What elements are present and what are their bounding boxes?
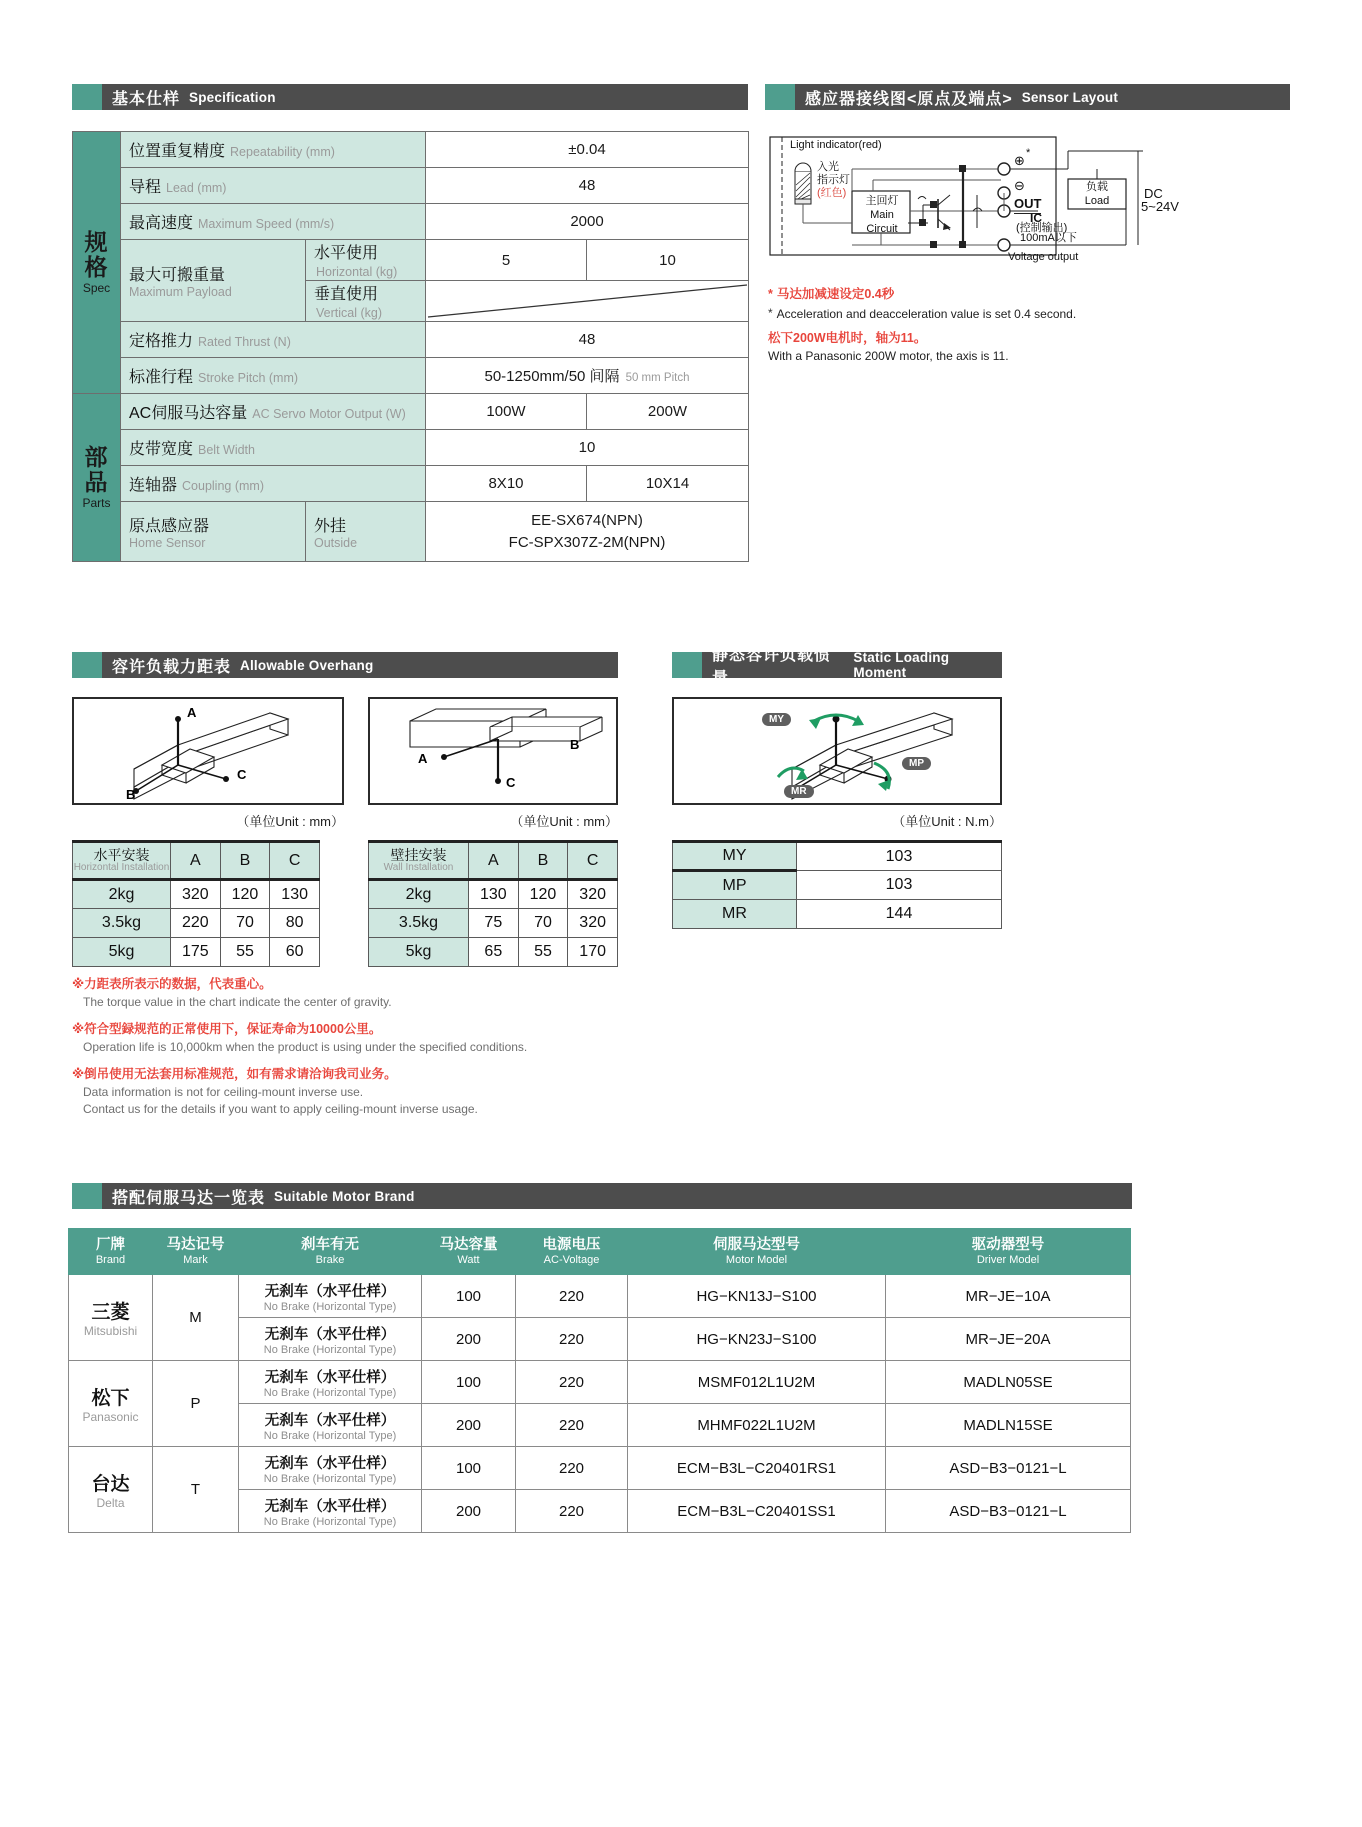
row-label-35kg: 3.5kg (369, 909, 469, 938)
brake-type: 无刹车（水平仕样） No Brake (Horizontal Type) (239, 1318, 422, 1361)
driver-model-value: ASD−B3−0121−L (886, 1447, 1131, 1490)
motor-brand-title-cn: 搭配伺服马达一览表 (112, 1189, 266, 1207)
value-horizontal-100w: 5 (426, 240, 587, 281)
overhang-header (72, 652, 618, 678)
column-header-brand: 厂牌 Brand (69, 1229, 153, 1275)
light-indicator-label: Light indicator(red) (790, 139, 882, 151)
motor-model-value: MHMF022L1U2M (628, 1404, 886, 1447)
table-row (73, 204, 749, 240)
column-header-c: C (568, 842, 618, 880)
table-row (73, 394, 749, 430)
voltage-value: 220 (516, 1447, 628, 1490)
value-belt: 10 (426, 430, 749, 466)
table-row (369, 880, 618, 909)
table-row (673, 871, 1002, 900)
row-label-outside: 外挂 Outside (306, 502, 426, 562)
row-label-35kg: 3.5kg (73, 909, 171, 938)
sensor-circuit-diagram (768, 133, 1179, 268)
header-swatch (72, 84, 102, 110)
sensor-layout-title-cn: 感应器接线图<原点及端点> (805, 90, 1013, 108)
row-label-belt: 皮带宽度 Belt Width (121, 430, 426, 466)
column-header-voltage: 电源电压 AC-Voltage (516, 1229, 628, 1275)
cell-35kg-c: 320 (568, 909, 618, 938)
header-swatch (765, 84, 795, 110)
header-swatch (672, 652, 702, 678)
diagonal-strike-icon (426, 283, 748, 319)
moment-label-mr: MR (784, 785, 814, 798)
row-label-repeatability: 位置重复精度 Repeatability (mm) (121, 132, 426, 168)
driver-model-value: MADLN05SE (886, 1361, 1131, 1404)
column-header-watt: 马达容量 Watt (422, 1229, 516, 1275)
cell-2kg-b: 120 (518, 880, 568, 909)
terminal-plus-icon: ⊕ (1014, 153, 1025, 168)
overhang-title-en: Allowable Overhang (240, 657, 374, 673)
overhang-wall-table-wrap (368, 840, 618, 967)
brake-type: 无刹车（水平仕样） No Brake (Horizontal Type) (239, 1275, 422, 1318)
row-label-thrust: 定格推力 Rated Thrust (N) (121, 322, 426, 358)
table-row (73, 358, 749, 394)
value-thrust: 48 (426, 322, 749, 358)
overhang-wall-table (368, 840, 618, 967)
motor-model-value: ECM−B3L−C20401SS1 (628, 1490, 886, 1533)
light-cn-label: 入光 指示灯 (红色) (817, 161, 850, 200)
brand-panasonic: 松下 Panasonic (69, 1361, 153, 1447)
voltage-value: 220 (516, 1361, 628, 1404)
motor-brand-title-en: Suitable Motor Brand (274, 1188, 415, 1204)
header-bar (102, 1183, 1132, 1209)
moment-value-mp: 103 (797, 871, 1002, 900)
sensor-note-2-en: With a Panasonic 200W motor, the axis is 11. (768, 348, 1009, 363)
motor-model-value: HG−KN23J−S100 (628, 1318, 886, 1361)
terminal-minus-icon: ⊖ (1014, 178, 1025, 193)
overhang-title-cn: 容许负载力距表 (112, 658, 232, 676)
header-swatch (72, 1183, 102, 1209)
column-header-brake: 刹车有无 Brake (239, 1229, 422, 1275)
column-header-a: A (469, 842, 519, 880)
specification-table (72, 131, 749, 562)
value-motor-output-100w: 100W (426, 394, 587, 430)
value-lead: 48 (426, 168, 749, 204)
brand-delta: 台达 Delta (69, 1447, 153, 1533)
row-label-coupling: 连轴器 Coupling (mm) (121, 466, 426, 502)
group-label-parts (73, 394, 121, 562)
overhang-label-a: A (187, 705, 197, 720)
brake-type: 无刹车（水平仕样） No Brake (Horizontal Type) (239, 1361, 422, 1404)
group-label-spec (73, 132, 121, 394)
table-row (73, 168, 749, 204)
out-label: OUT (1014, 196, 1041, 214)
terminal-star-icon: * (1026, 147, 1031, 159)
brake-type: 无刹车（水平仕样） No Brake (Horizontal Type) (239, 1404, 422, 1447)
moment-table-wrap (672, 840, 1002, 929)
motor-brand-header (72, 1183, 1132, 1209)
voltage-value: 220 (516, 1318, 628, 1361)
overhang-label-b: B (570, 737, 580, 752)
motor-brand-table-wrap (68, 1228, 1131, 1533)
table-row (73, 909, 320, 938)
motor-brand-section (72, 1183, 1132, 1209)
moment-label-mp: MP (902, 757, 931, 770)
motor-model-value: MSMF012L1U2M (628, 1361, 886, 1404)
driver-model-value: MR−JE−20A (886, 1318, 1131, 1361)
row-label-stroke: 标准行程 Stroke Pitch (mm) (121, 358, 426, 394)
moment-table (672, 840, 1002, 929)
row-label-2kg: 2kg (369, 880, 469, 909)
table-row (73, 240, 749, 281)
table-row (73, 938, 320, 967)
brand-mitsubishi: 三菱 Mitsubishi (69, 1275, 153, 1361)
column-header-b: B (220, 842, 270, 880)
table-row (673, 842, 1002, 871)
voltage-value: 220 (516, 1275, 628, 1318)
moment-row-label-mp: MP (673, 871, 797, 900)
value-stroke: 50-1250mm/50 间隔 50 mm Pitch (426, 358, 749, 394)
control-output-ma-label: 100mA以下 (1020, 232, 1077, 244)
driver-model-value: MADLN15SE (886, 1404, 1131, 1447)
cell-35kg-b: 70 (518, 909, 568, 938)
note-item: ※力距表所表示的数据，代表重心。 The torque value in the chart indicate the center of gravity. (72, 977, 392, 1009)
group-label-spec-en: Spec (82, 280, 111, 295)
voltage-output-label: Voltage output (1008, 251, 1079, 263)
cell-5kg-b: 55 (518, 938, 568, 967)
cell-35kg-c: 80 (270, 909, 320, 938)
table-row (69, 1361, 1131, 1404)
voltage-value: 220 (516, 1490, 628, 1533)
voltage-value: 220 (516, 1404, 628, 1447)
table-row (73, 430, 749, 466)
cell-5kg-a: 65 (469, 938, 519, 967)
value-sensor-models: EE-SX674(NPN) FC-SPX307Z-2M(NPN) (426, 502, 749, 562)
row-label-motor-output: AC伺服马达容量 AC Servo Motor Output (W) (121, 394, 426, 430)
group-label-parts-cn: 部品 (84, 444, 109, 495)
watt-value: 200 (422, 1318, 516, 1361)
value-motor-output-200w: 200W (587, 394, 749, 430)
column-header-mark: 马达记号 Mark (153, 1229, 239, 1275)
motor-model-value: HG−KN13J−S100 (628, 1275, 886, 1318)
cell-5kg-b: 55 (220, 938, 270, 967)
group-label-parts-en: Parts (82, 495, 111, 510)
value-coupling-200w: 10X14 (587, 466, 749, 502)
moment-title-cn: 静态容许负载惯量 (712, 647, 832, 687)
value-horizontal-200w: 10 (587, 240, 749, 281)
moment-value-my: 103 (797, 842, 1002, 871)
value-max-speed: 2000 (426, 204, 749, 240)
brake-type: 无刹车（水平仕样） No Brake (Horizontal Type) (239, 1490, 422, 1533)
table-row (73, 502, 749, 562)
column-header-driver-model: 驱动器型号 Driver Model (886, 1229, 1131, 1275)
moment-row-label-mr: MR (673, 900, 797, 929)
header-swatch (72, 652, 102, 678)
load-label: 负载 Load (1084, 181, 1110, 207)
specification-title-cn: 基本仕样 (112, 90, 181, 108)
driver-model-value: MR−JE−10A (886, 1275, 1131, 1318)
table-row (69, 1275, 1131, 1318)
notes-block (72, 975, 692, 1119)
header-bar (102, 652, 618, 678)
motor-brand-table (68, 1228, 1131, 1533)
row-label-5kg: 5kg (73, 938, 171, 967)
specification-table-wrap (72, 131, 748, 562)
watt-value: 100 (422, 1361, 516, 1404)
mark-delta: T (153, 1447, 239, 1533)
sensor-notes (768, 285, 1188, 365)
specification-title-en: Specification (189, 89, 276, 105)
moment-header (672, 647, 1002, 687)
watt-value: 100 (422, 1447, 516, 1490)
actuator-3d-moment-svg (674, 699, 1000, 803)
table-row (73, 466, 749, 502)
overhang-wall-unit: （单位Unit : mm） (510, 814, 618, 829)
horizontal-install-header: 水平安装 Horizontal Installation (73, 842, 171, 880)
row-label-horizontal: 水平使用Horizontal (kg) (306, 240, 426, 281)
row-label-home-sensor: 原点感应器 Home Sensor (121, 502, 306, 562)
overhang-label-a: A (418, 751, 428, 766)
overhang-label-c: C (237, 767, 247, 782)
overhang-wall-diagram (368, 697, 618, 805)
cell-2kg-a: 320 (171, 880, 221, 909)
note-asterisk: * (768, 287, 773, 301)
moment-diagram (672, 697, 1002, 805)
column-header-c: C (270, 842, 320, 880)
control-output-label: (控制输出) (1016, 222, 1068, 234)
sensor-layout-header (765, 84, 1290, 110)
mark-mitsubishi: M (153, 1275, 239, 1361)
watt-value: 100 (422, 1275, 516, 1318)
cell-5kg-a: 175 (171, 938, 221, 967)
cell-5kg-c: 60 (270, 938, 320, 967)
cell-35kg-b: 70 (220, 909, 270, 938)
row-label-payload: 最大可搬重量 Maximum Payload (121, 240, 306, 322)
sensor-note-1: * 马达加减速设定0.4秒 (768, 285, 1188, 304)
sensor-note-2: 松下200W电机时，轴为11。 (768, 331, 927, 346)
value-vertical-na (426, 281, 749, 322)
header-bar (795, 84, 1290, 110)
motor-model-value: ECM−B3L−C20401RS1 (628, 1447, 886, 1490)
note-item: ※倒吊使用无法套用标准规范，如有需求请洽询我司业务。 Data information is not for ceiling-mount inverse use. Contact us for the details if you want to apply ceiling-mount inverse usage. (72, 1067, 478, 1117)
moment-title-en: Static Loading Moment (853, 650, 950, 680)
row-label-5kg: 5kg (369, 938, 469, 967)
table-row (673, 900, 1002, 929)
row-label-vertical: 垂直使用Vertical (kg) (306, 281, 426, 322)
row-label-lead: 导程 Lead (mm) (121, 168, 426, 204)
cell-2kg-a: 130 (469, 880, 519, 909)
driver-model-value: ASD−B3−0121−L (886, 1490, 1131, 1533)
moment-section (672, 647, 1002, 687)
table-row (369, 909, 618, 938)
sensor-layout-section (765, 84, 1290, 110)
sensor-layout-title-en: Sensor Layout (1021, 89, 1119, 105)
cell-2kg-b: 120 (220, 880, 270, 909)
overhang-label-c: C (506, 775, 516, 790)
row-label-2kg: 2kg (73, 880, 171, 909)
specification-header (72, 84, 748, 110)
note-asterisk: * (768, 305, 773, 320)
moment-value-mr: 144 (797, 900, 1002, 929)
moment-row-label-my: MY (673, 842, 797, 871)
cell-35kg-a: 220 (171, 909, 221, 938)
overhang-horizontal-table (72, 840, 320, 967)
moment-unit: （单位Unit : N.m） (892, 814, 1002, 829)
overhang-horizontal-diagram (72, 697, 344, 805)
moment-label-my: MY (762, 713, 791, 726)
overhang-label-b: B (126, 787, 136, 802)
overhang-horizontal-unit: （单位Unit : mm） (236, 814, 344, 829)
cell-2kg-c: 320 (568, 880, 618, 909)
note-item: ※符合型録规范的正常使用下，保证寿命为10000公里。 Operation life is 10,000km when the product is using under the specified conditions. (72, 1022, 528, 1054)
column-header-b: B (518, 842, 568, 880)
sensor-note-1-en: * Acceleration and deacceleration value is set 0.4 second. (768, 306, 1188, 323)
table-row (73, 322, 749, 358)
main-circuit-label: 主回灯 Main Circuit (865, 195, 899, 235)
table-header-row (73, 842, 320, 880)
actuator-3d-horizontal-svg (74, 699, 342, 803)
ic-label: IC (1030, 211, 1042, 225)
specification-section (72, 84, 748, 110)
cell-35kg-a: 75 (469, 909, 519, 938)
header-bar (102, 84, 748, 110)
overhang-section (72, 652, 618, 678)
wall-install-header: 壁挂安装 Wall Installation (369, 842, 469, 880)
dc-label: DC (1144, 186, 1163, 201)
cell-2kg-c: 130 (270, 880, 320, 909)
value-repeatability: ±0.04 (426, 132, 749, 168)
table-row (73, 132, 749, 168)
table-row (69, 1447, 1131, 1490)
header-bar (702, 647, 1002, 687)
group-label-spec-cn: 规格 (84, 229, 109, 280)
brake-type: 无刹车（水平仕样） No Brake (Horizontal Type) (239, 1447, 422, 1490)
table-row (73, 880, 320, 909)
table-row (369, 938, 618, 967)
table-header-row (369, 842, 618, 880)
dc-range-label: 5~24V (1141, 199, 1179, 214)
cell-5kg-c: 170 (568, 938, 618, 967)
watt-value: 200 (422, 1404, 516, 1447)
watt-value: 200 (422, 1490, 516, 1533)
column-header-motor-model: 伺服马达型号 Motor Model (628, 1229, 886, 1275)
overhang-horizontal-table-wrap (72, 840, 320, 967)
row-label-max-speed: 最高速度 Maximum Speed (mm/s) (121, 204, 426, 240)
value-coupling-100w: 8X10 (426, 466, 587, 502)
table-header-row (69, 1229, 1131, 1275)
mark-panasonic: P (153, 1361, 239, 1447)
column-header-a: A (171, 842, 221, 880)
